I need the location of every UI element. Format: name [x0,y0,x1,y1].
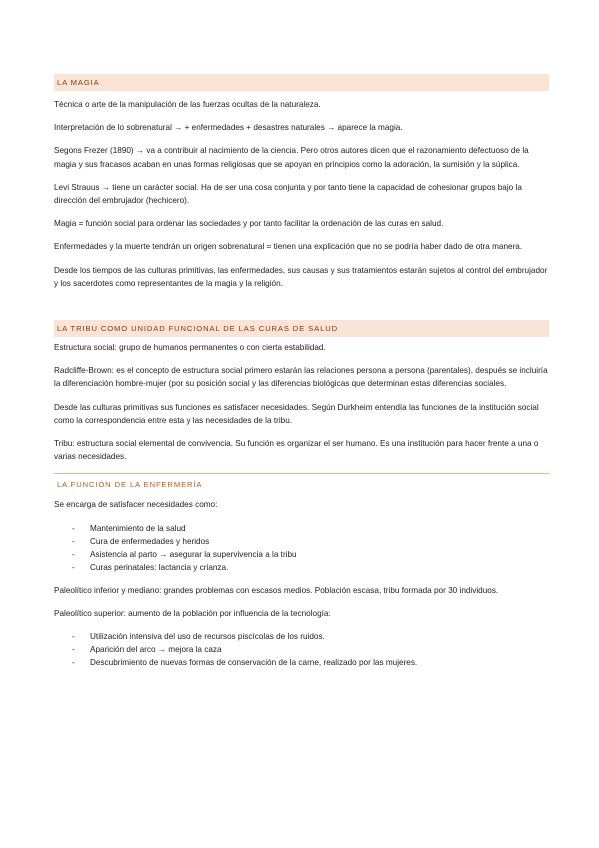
paragraph: Radcliffe-Brown: es el concepto de estructura social primero estarán las relaciones persona a persona (parentales), después se incluiría la diferenciación hombre-mujer (por su posición social y las diferencias biológicas que determinan estas diferencias sociales. [54,366,548,389]
list-item [72,656,549,669]
paragraph: Técnica o arte de la manipulación de las fuerzas ocultas de la naturaleza. [54,100,321,109]
paragraph: Desde las culturas primitivas sus funciones es satisfacer necesidades. Según Durkheim entendía las funciones de la institución social como la correspondencia entre esta y las necesidades de la tribu. [54,402,539,425]
list-item-text: Descubrimiento de nuevas formas de conservación de la carne, realizado por las mujeres. [90,658,418,668]
section-title-funcion: LA FUNCIÓN DE LA ENFERMERÍA [54,473,549,492]
dash-marker: - [72,562,75,572]
dash-marker: - [72,536,75,546]
list-necesidades [54,522,549,574]
dash-marker: - [72,658,75,668]
list-item-text: Utilización intensiva del uso de recursos piscícolas de los ruidos. [90,632,325,642]
list-item [72,522,549,535]
list-item [72,535,549,548]
paragraph: Levi Strauus → tiene un carácter social. Ha de ser una cosa conjunta y por tanto tiene la capacidad de cohesionar grupos bajo la dirección del embrujador (hechicero). [54,182,522,206]
dash-marker: - [72,632,75,642]
list-item [72,643,549,656]
paragraph: Interpretación de lo sobrenatural → + enfermedades + desastres naturales → aparece la magia. [54,123,403,133]
paragraph: Segons Frezer (1890) → va a contribuir al nacimiento de la ciencia. Pero otros autores dicen que el razonamiento defectuoso de la magia y sus fracasos acaban en unas formas religiosas que se apoyan en principios como la adoración, la sumisión y la súplica. [54,146,529,169]
paragraph: Se encarga de satisfacer necesidades como: [54,500,218,510]
section-title-tribu: LA TRIBU COMO UNIDAD FUNCIONAL DE LAS CURAS DE SALUD [54,320,549,337]
paragraph: Tribu: estructura social elemental de convivencia. Su función es organizar el ser humano. Es una institución para hacer frente a una o varias necesidades. [54,439,539,462]
dash-marker: - [72,645,75,655]
paragraph: Magia = función social para ordenar las sociedades y por tanto facilitar la ordenación de las curas en salud. [54,219,444,229]
dash-marker: - [72,523,75,533]
list-item-text: Asistencia al parto → asegurar la supervivencia a la tribu [90,549,297,559]
list-paleolitico-superior [54,630,549,669]
dash-marker: - [72,549,75,559]
paragraph: Desde los tiempos de las culturas primitivas, las enfermedades, sus causas y sus tratamientos estarán sujetos al control del embrujador y los sacerdotes como representantes de la magia y la religión. [54,265,548,288]
document-page [54,74,549,669]
paragraph: Enfermedades y la muerte tendrán un origen sobrenatural = tienen una explicación que no se podría haber dado de otra manera. [54,242,523,252]
section-title-magia: LA MAGIA [54,74,549,91]
list-item-text: Cura de enfermedades y heridos [90,536,210,546]
paragraph: Paleolítico superior: aumento de la población por influencia de la tecnología: [54,608,331,618]
paragraph: Paleolítico inferior y mediano: grandes problemas con escasos medios. Población escasa, tribu formada por 30 individuos. [54,585,499,595]
list-item-text: Mantenimiento de la salud [90,523,186,533]
list-item [72,630,549,643]
paragraph: Estructura social: grupo de humanos permanentes o con cierta estabilidad. [54,343,326,353]
list-item [72,561,549,574]
list-item-text: Aparición del arco → mejora la caza [90,645,222,655]
list-item-text: Curas perinatales: lactancia y crianza. [90,562,229,572]
list-item [72,548,549,561]
